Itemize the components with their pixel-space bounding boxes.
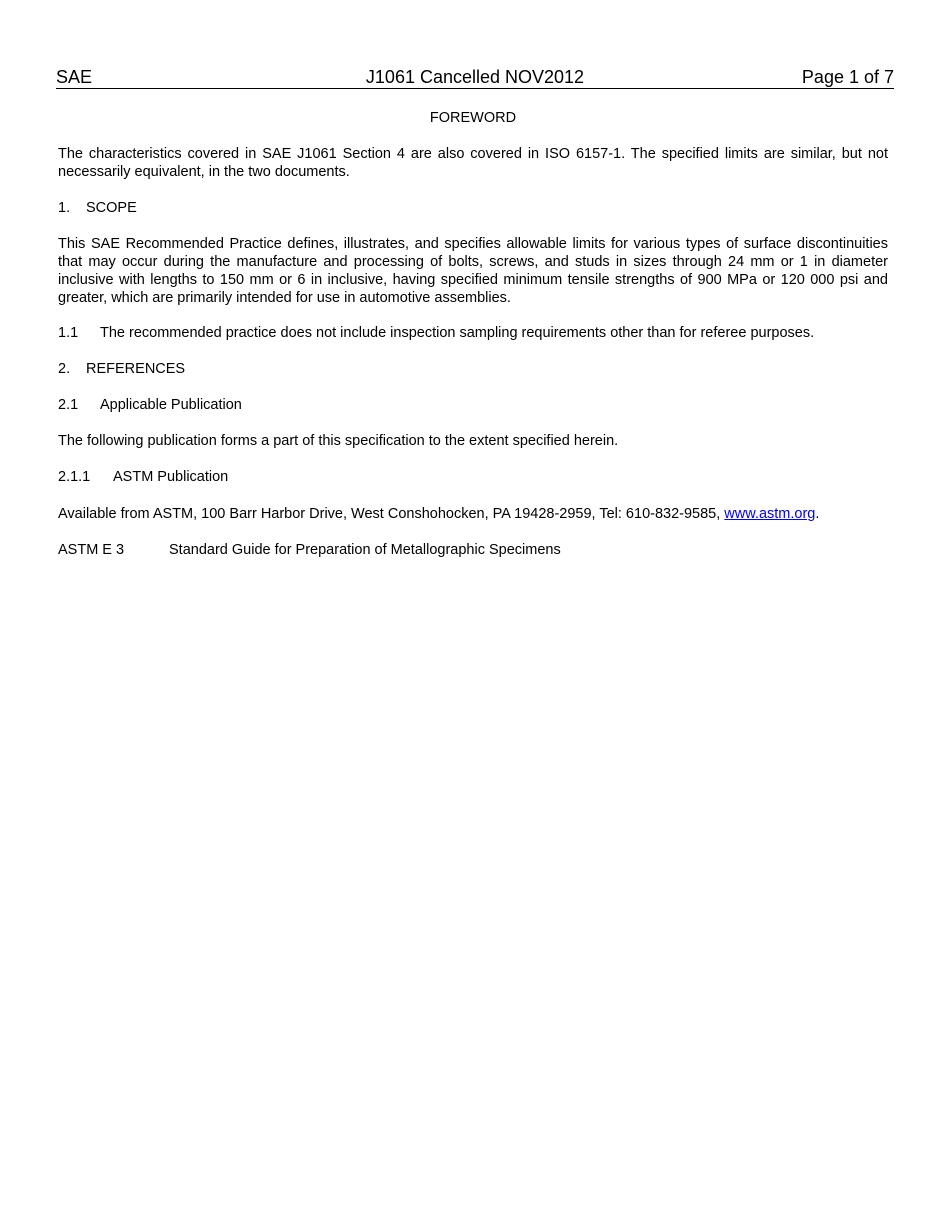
header-document-id: J1061 Cancelled NOV2012 xyxy=(365,67,585,87)
scope-subsection-number: 1.1 xyxy=(58,325,79,341)
foreword-heading: FOREWORD xyxy=(429,110,517,126)
astm-website-link[interactable]: www.astm.org xyxy=(724,506,816,522)
reference-entry xyxy=(58,541,888,559)
scope-number: 1. xyxy=(58,200,71,216)
astm-availability-paragraph xyxy=(58,505,888,523)
applicable-publication-title: Applicable Publication xyxy=(100,397,242,413)
astm-availability-end: . xyxy=(815,506,820,522)
header-page-number: Page 1 of 7 xyxy=(801,67,894,87)
header-organization: SAE xyxy=(56,67,93,87)
astm-availability-text: Available from ASTM, 100 Barr Harbor Drive, West Conshohocken, PA 19428-2959, Tel: 610-832-9585, xyxy=(58,506,725,522)
references-intro-paragraph: The following publication forms a part of this specification to the extent specified herein. xyxy=(58,433,619,449)
scope-paragraph: This SAE Recommended Practice defines, illustrates, and specifies allowable limits for various types of surface discontinuities that may occur during the manufacture and processing of bolts, screws, and studs in sizes through 24 mm or 1 in diameter inclusive with lengths to 150 mm or 6 in inclusive, having specified minimum tensile strengths of 900 MPa or 120 000 psi and greater, which are primarily intended for use in automotive assemblies. xyxy=(58,236,888,306)
scope-heading xyxy=(58,199,888,217)
foreword-paragraph: The characteristics covered in SAE J1061 Section 4 are also covered in ISO 6157-1. The specified limits are similar, but not necessarily equivalent, in the two documents. xyxy=(58,146,888,180)
references-number: 2. xyxy=(58,361,71,377)
reference-title: Standard Guide for Preparation of Metallographic Specimens xyxy=(169,542,561,558)
astm-publication-number: 2.1.1 xyxy=(58,469,91,485)
astm-publication-title: ASTM Publication xyxy=(113,469,229,485)
applicable-publication-heading xyxy=(58,396,888,414)
page-header xyxy=(56,66,894,89)
reference-code: ASTM E 3 xyxy=(58,542,125,558)
references-title: REFERENCES xyxy=(86,361,186,377)
applicable-publication-number: 2.1 xyxy=(58,397,79,413)
scope-subsection-text: The recommended practice does not include inspection sampling requirements other than for referee purposes. xyxy=(100,325,815,341)
scope-title: SCOPE xyxy=(86,200,137,216)
references-heading xyxy=(58,360,888,378)
astm-publication-heading xyxy=(58,468,888,486)
scope-subsection xyxy=(58,324,888,342)
